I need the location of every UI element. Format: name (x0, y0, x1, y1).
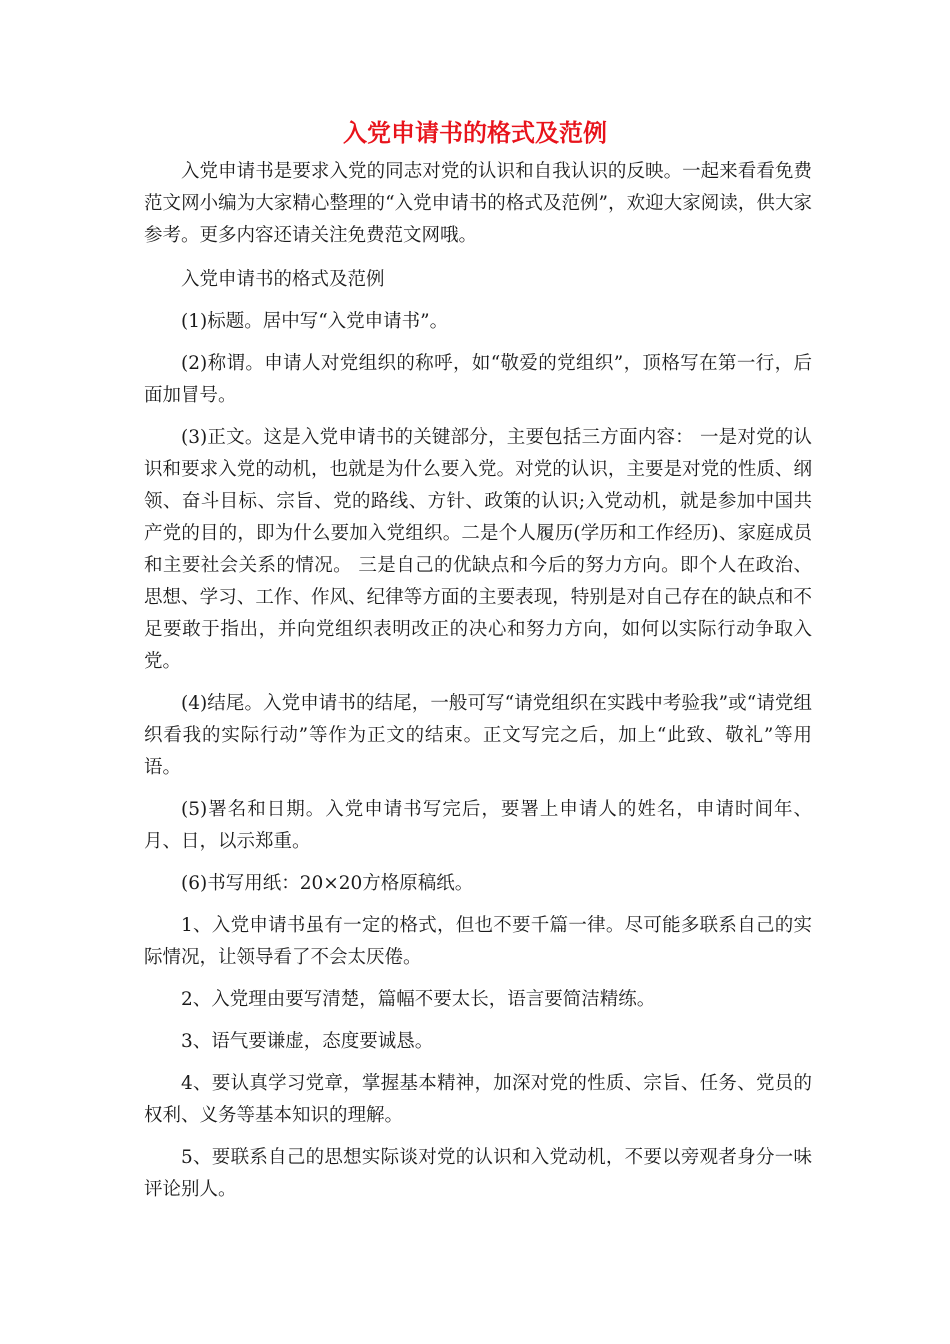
tip-item-2: 2、入党理由要写清楚，篇幅不要太长，语言要简洁精练。 (181, 989, 656, 1010)
intro-paragraph: 入党申请书是要求入党的同志对党的认识和自我认识的反映。一起来看看免费范文网小编为大家精心整理的“入党申请书的格式及范例”，欢迎大家阅读，供大家参考。更多内容还请关注免费范文网哦。 (144, 161, 812, 246)
format-item-paper: (6)书写用纸：20×20方格原稿纸。 (181, 873, 474, 894)
section-heading: 入党申请书的格式及范例 (181, 269, 385, 290)
format-item-salutation: (2)称谓。申请人对党组织的称呼，如“敬爱的党组织”，顶格写在第一行，后面加冒号。 (144, 353, 812, 406)
format-item-ending: (4)结尾。入党申请书的结尾，一般可写“请党组织在实践中考验我”或“请党组织看我的实际行动”等作为正文的结束。正文写完之后，加上“此致、敬礼”等用语。 (144, 693, 812, 778)
tip-item-3: 3、语气要谦虚，态度要诚恳。 (181, 1031, 434, 1052)
document-body (144, 156, 812, 1216)
tip-item-5: 5、要联系自己的思想实际谈对党的认识和入党动机，不要以旁观者身分一味评论别人。 (144, 1147, 812, 1200)
format-item-body: (3)正文。这是入党申请书的关键部分，主要包括三方面内容： 一是对党的认识和要求入党的动机，也就是为什么要入党。对党的认识，主要是对党的性质、纲领、奋斗目标、宗旨、党的路线、方针、政策的认识;入党动机，就是参加中国共产党的目的，即为什么要加入党组织。二是个人履历(学历和工作经历)、家庭成员和主要社会关系的情况。 三是自己的优缺点和今后的努力方向。即个人在政治、思想、学习、工作、作风、纪律等方面的主要表现，特别是对自己存在的缺点和不足要敢于指出，并向党组织表明改正的决心和努力方向，如何以实际行动争取入党。 (144, 427, 812, 672)
format-item-title: (1)标题。居中写“入党申请书”。 (181, 311, 449, 332)
tip-item-1: 1、入党申请书虽有一定的格式，但也不要千篇一律。尽可能多联系自己的实际情况，让领导看了不会太厌倦。 (144, 915, 812, 968)
tip-item-4: 4、要认真学习党章，掌握基本精神，加深对党的性质、宗旨、任务、党员的权利、义务等基本知识的理解。 (144, 1073, 812, 1126)
document-title: 入党申请书的格式及范例 (343, 119, 607, 147)
format-item-signature: (5)署名和日期。入党申请书写完后，要署上申请人的姓名，申请时间年、月、日，以示郑重。 (144, 799, 812, 852)
